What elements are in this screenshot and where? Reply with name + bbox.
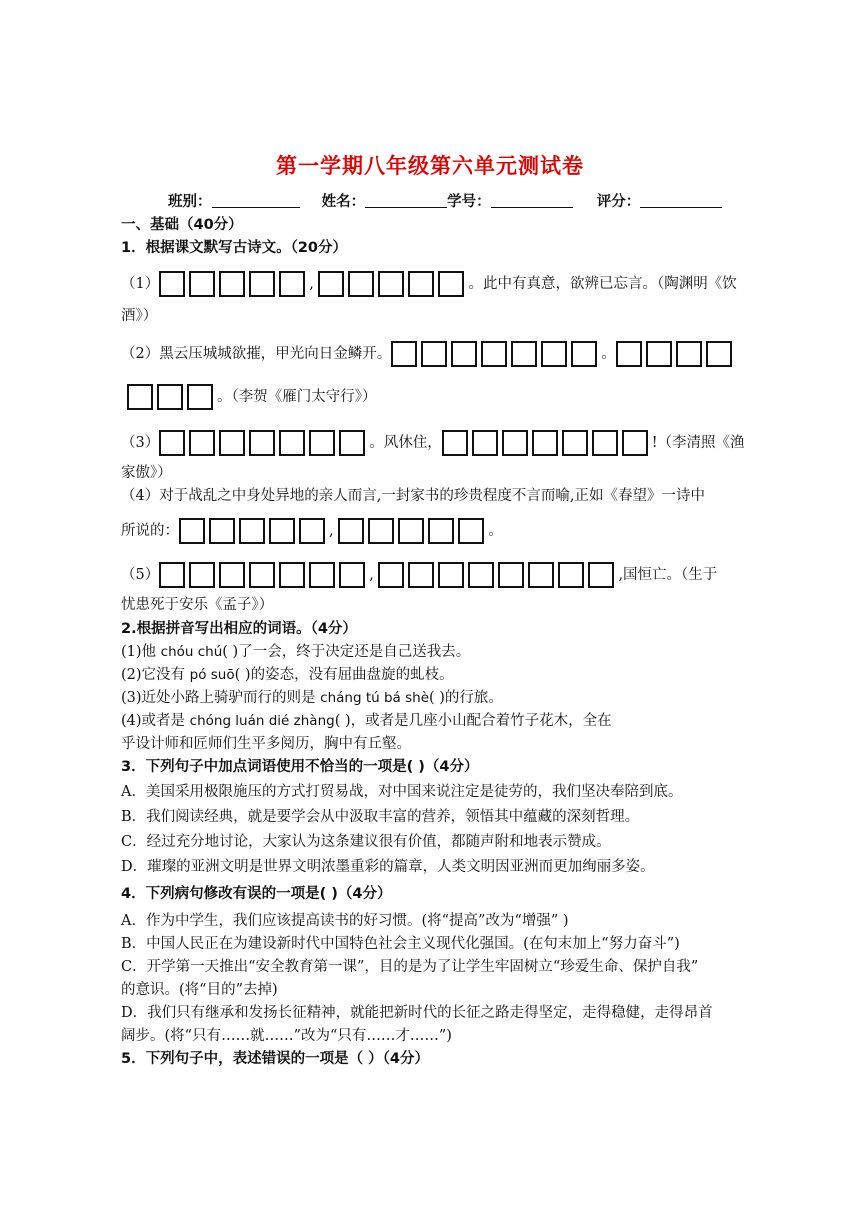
q4-option-b[interactable]: B．中国人民正在为建设新时代中国特色社会主义现代化强国。(在句末加上“努力奋斗”) <box>121 936 680 952</box>
q1-item-4-line1: （4）对于战乱之中身处异地的亲人而言,一封家书的珍贵程度不言而喻,正如《春望》一诗中 <box>121 488 705 504</box>
separator: , <box>369 567 374 583</box>
q2-item-1-suffix: ( )了一会，终于决定还是自己送我去。 <box>222 644 471 660</box>
answer-box-group[interactable] <box>378 562 618 588</box>
q1-item-4-suffix: 。 <box>488 523 503 539</box>
q2-item-2-prefix: (2)它没有 <box>121 667 190 683</box>
answer-box-group[interactable] <box>616 341 736 367</box>
q1-item-3 <box>121 430 745 456</box>
question-5-title: 5．下列句子中，表述错误的一项是（ ）（4分） <box>121 1051 429 1067</box>
answer-box-group[interactable] <box>159 430 369 456</box>
answer-box-group[interactable] <box>159 271 309 297</box>
q2-item-3 <box>121 688 503 708</box>
q4-option-d-line2: 阔步。(将“只有……就……”改为“只有……才……”) <box>121 1028 452 1044</box>
answer-box-group[interactable] <box>159 562 369 588</box>
q1-item-3-prefix: （3） <box>121 435 160 451</box>
q2-item-1-prefix: (1)他 <box>121 644 161 660</box>
separator: 。 <box>601 346 616 362</box>
q1-item-5 <box>121 562 717 588</box>
q2-item-2 <box>121 665 454 685</box>
name-blank[interactable] <box>365 193 447 208</box>
q4-option-c[interactable]: C．开学第一天推出“安全教育第一课”，目的是为了让学生牢固树立“珍爱生命、保护自我” <box>121 959 699 975</box>
q1-item-2-prefix: （2）黑云压城城欲摧，甲光向日金鳞开。 <box>121 346 392 362</box>
answer-box-group[interactable] <box>338 518 488 544</box>
pinyin: cháng tú bá shè <box>320 690 429 706</box>
answer-box-group[interactable] <box>179 518 329 544</box>
pinyin: chóu chú <box>160 644 223 660</box>
class-label: 班别： <box>168 194 212 210</box>
student-info-header <box>168 190 722 211</box>
q2-item-4 <box>121 711 612 731</box>
q4-option-c-line2: 的意识。(将“目的”去掉) <box>121 982 278 998</box>
answer-box-group[interactable] <box>391 341 601 367</box>
q3-option-b[interactable]: B．我们阅读经典，就是要学会从中汲取丰富的营养，领悟其中蕴藏的深刻哲理。 <box>121 809 640 825</box>
id-blank[interactable] <box>491 193 573 208</box>
q2-item-4-line2: 乎设计师和匠师们生平多阅历，胸中有丘壑。 <box>121 736 411 752</box>
q1-item-5-prefix: （5） <box>121 567 160 583</box>
page-title: 第一学期八年级第六单元测试卷 <box>276 154 584 178</box>
q1-item-3-suffix: !（李清照《渔 <box>651 435 745 451</box>
pinyin: chóng luán dié zhàng <box>189 713 335 729</box>
q2-item-3-prefix: (3)近处小路上骑驴而行的则是 <box>121 690 321 706</box>
answer-box-group[interactable] <box>442 430 652 456</box>
separator: , <box>329 523 334 539</box>
q2-item-2-suffix: ( )的姿态，没有屈曲盘旋的虬枝。 <box>234 667 454 683</box>
q1-item-3-middle: 。风休住， <box>369 435 442 451</box>
section-heading: 一、基础（40分） <box>121 217 243 233</box>
q3-option-a[interactable]: A．美国采用极限施压的方式打贸易战，对中国来说注定是徒劳的，我们坚决奉陪到底。 <box>121 784 683 800</box>
answer-box-group[interactable] <box>318 271 468 297</box>
q1-item-1-prefix: （1） <box>121 276 160 292</box>
question-2-title: 2.根据拼音写出相应的词语。（4分） <box>121 621 357 637</box>
question-4-title: 4．下列病句修改有误的一项是( )（4分） <box>121 886 392 902</box>
q1-item-5-suffix: ,国恒亡。（生于 <box>618 567 718 583</box>
score-blank[interactable] <box>640 193 722 208</box>
question-1-title: 1．根据课文默写古诗文。（20分） <box>121 240 348 256</box>
q2-item-4-prefix: (4)或者是 <box>121 713 190 729</box>
q2-item-1 <box>121 642 470 662</box>
q2-item-4-suffix: ( )，或者是几座小山配合着竹子花木，全在 <box>334 713 612 729</box>
q1-item-2-line2 <box>127 384 377 410</box>
q1-item-1-line2: 酒》） <box>121 308 158 324</box>
q3-option-c[interactable]: C．经过充分地讨论，大家认为这条建议很有价值，都随声附和地表示赞成。 <box>121 834 611 850</box>
q4-option-d[interactable]: D．我们只有继承和发扬长征精神，就能把新时代的长征之路走得坚定，走得稳健，走得昂首 <box>121 1005 713 1021</box>
q1-item-3-line2: 家傲》） <box>121 465 172 481</box>
pinyin: pó suō <box>189 667 235 683</box>
score-label: 评分： <box>596 194 641 210</box>
q1-item-2 <box>121 341 736 367</box>
q1-item-1 <box>121 271 737 297</box>
q1-item-1-suffix: 。此中有真意，欲辨已忘言。（陶渊明《饮 <box>468 276 737 292</box>
q1-item-4-prefix: 所说的： <box>121 523 179 539</box>
name-label: 姓名： <box>321 194 366 210</box>
q2-item-3-suffix: ( )的行旅。 <box>429 690 503 706</box>
q3-option-d[interactable]: D．璀璨的亚洲文明是世界文明浓墨重彩的篇章，人类文明因亚洲而更加绚丽多姿。 <box>121 859 655 875</box>
separator: , <box>309 276 314 292</box>
q1-item-4 <box>121 518 503 544</box>
id-label: 学号： <box>447 194 491 210</box>
q1-item-2-suffix: 。（李贺《雁门太守行》） <box>217 389 377 405</box>
question-3-title: 3．下列句子中加点词语使用不恰当的一项是( )（4分） <box>121 759 479 775</box>
class-blank[interactable] <box>212 193 300 208</box>
q4-option-a[interactable]: A．作为中学生，我们应该提高读书的好习惯。(将“提高”改为“增强” ) <box>121 913 569 929</box>
answer-box-group[interactable] <box>127 384 217 410</box>
q1-item-5-line2: 忧患死于安乐《孟子》） <box>121 597 274 613</box>
